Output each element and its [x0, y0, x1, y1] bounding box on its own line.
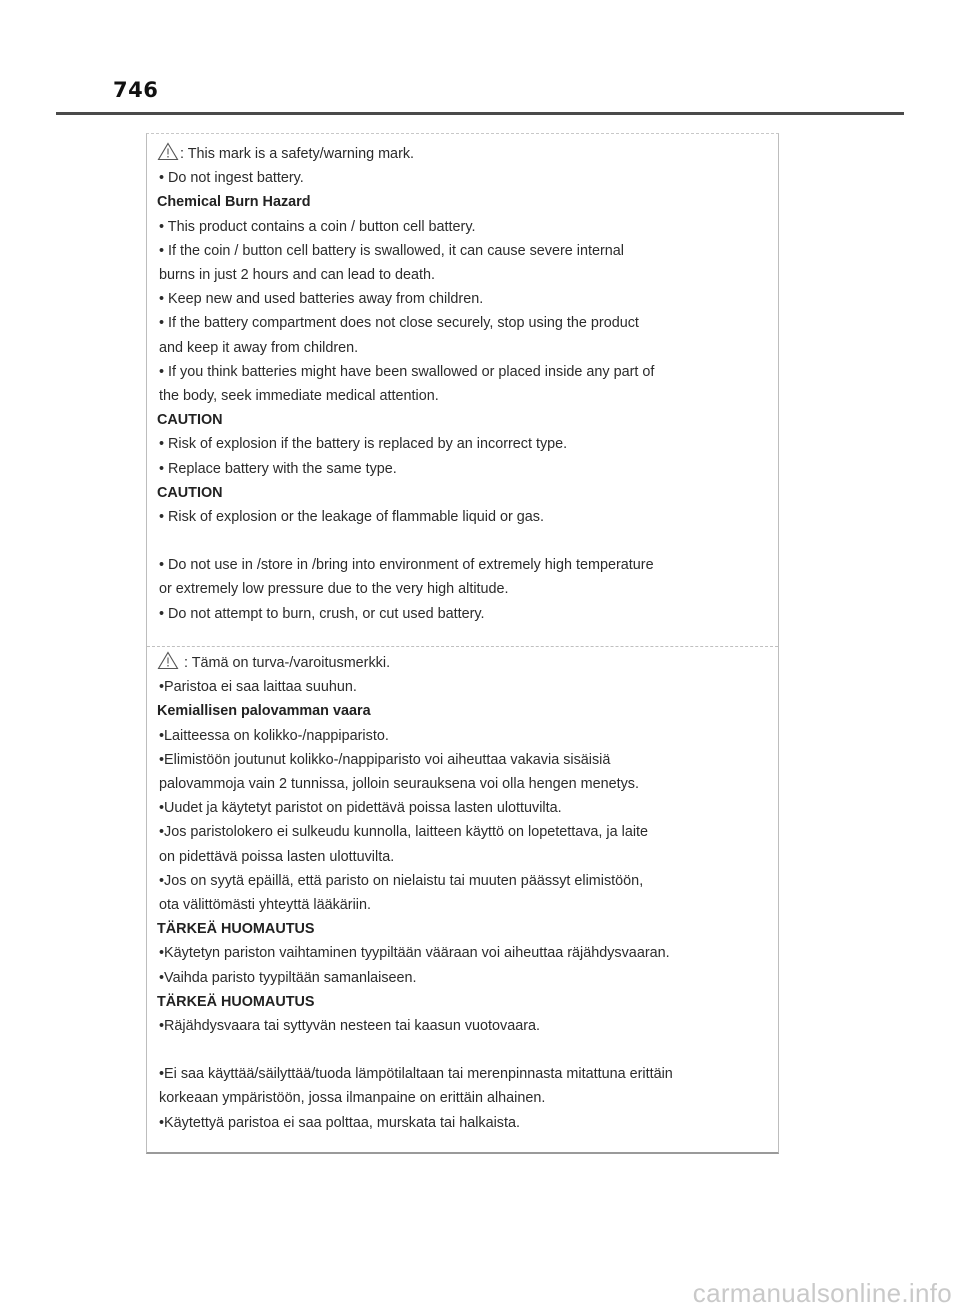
- text-line: • If the battery compartment does not close securely, stop using the product: [159, 315, 639, 332]
- battery-warning-box: [146, 133, 779, 1154]
- text-line: palovammoja vain 2 tunnissa, jolloin seurauksena voi olla hengen menetys.: [159, 776, 639, 793]
- text-line: •Vaihda paristo tyypiltään samanlaiseen.: [159, 969, 417, 986]
- text-line: • This product contains a coin / button cell battery.: [159, 218, 476, 235]
- text-line: korkeaan ympäristöön, jossa ilmanpaine on erittäin alhainen.: [159, 1090, 546, 1107]
- blank-line: [157, 1038, 772, 1062]
- english-section: [157, 142, 772, 626]
- finnish-intro-text: : Tämä on turva-/varoitusmerkki.: [180, 655, 391, 671]
- warning-triangle-icon: [157, 142, 179, 161]
- text-line: •Käytetyn pariston vaihtaminen tyypiltään vääraan voi aiheuttaa räjähdysvaaran.: [159, 945, 670, 962]
- text-line: •Paristoa ei saa laittaa suuhun.: [159, 679, 357, 696]
- section-heading: Kemiallisen palovamman vaara: [157, 703, 371, 720]
- section-heading: TÄRKEÄ HUOMAUTUS: [157, 921, 315, 938]
- text-line: •Jos on syytä epäillä, että paristo on nielaistu tai muuten päässyt elimistöön,: [159, 872, 644, 889]
- text-line: •Jos paristolokero ei sulkeudu kunnolla, laitteen käyttö on lopetettava, ja laite: [159, 824, 649, 841]
- english-intro-text: : This mark is a safety/warning mark.: [180, 146, 415, 162]
- warning-triangle-icon: [157, 651, 179, 670]
- text-line: •Uudet ja käytetyt paristot on pidettävä poissa lasten ulottuvilta.: [159, 800, 562, 817]
- section-heading: TÄRKEÄ HUOMAUTUS: [157, 993, 315, 1010]
- header-rule: [56, 112, 904, 115]
- text-line: • Replace battery with the same type.: [159, 460, 397, 477]
- text-line: • If the coin / button cell battery is swallowed, it can cause severe internal: [159, 242, 624, 259]
- text-line: and keep it away from children.: [159, 339, 359, 356]
- text-line: •Käytettyä paristoa ei saa polttaa, murskata tai halkaista.: [159, 1114, 520, 1131]
- section-divider: [147, 646, 778, 647]
- text-line: or extremely low pressure due to the very high altitude.: [159, 581, 509, 598]
- text-line: the body, seek immediate medical attention.: [159, 388, 439, 405]
- text-line: • Risk of explosion or the leakage of flammable liquid or gas.: [159, 509, 544, 526]
- text-line: on pidettävä poissa lasten ulottuvilta.: [159, 848, 395, 865]
- section-heading: CAUTION: [157, 412, 223, 429]
- watermark: carmanualsonline.info: [692, 1278, 952, 1308]
- section-heading: CAUTION: [157, 484, 223, 501]
- blank-line: [157, 529, 772, 553]
- text-line: • Risk of explosion if the battery is replaced by an incorrect type.: [159, 436, 568, 453]
- text-line: •Ei saa käyttää/säilyttää/tuoda lämpötilaltaan tai merenpinnasta mitattuna erittäin: [159, 1066, 673, 1083]
- text-line: burns in just 2 hours and can lead to death.: [159, 267, 436, 284]
- text-line: • Do not ingest battery.: [159, 170, 304, 187]
- english-intro-line: [157, 142, 772, 166]
- text-line: ota välittömästi yhteyttä lääkäriin.: [159, 897, 371, 914]
- text-line: •Elimistöön joutunut kolikko-/nappiparisto voi aiheuttaa vakavia sisäisiä: [159, 751, 611, 768]
- text-line: • Keep new and used batteries away from children.: [159, 291, 484, 308]
- section-heading: Chemical Burn Hazard: [157, 194, 311, 211]
- finnish-section: [157, 651, 772, 1135]
- text-line: •Laitteessa on kolikko-/nappiparisto.: [159, 727, 389, 744]
- finnish-lines: [157, 675, 772, 1135]
- text-line: •Räjähdysvaara tai syttyvän nesteen tai kaasun vuotovaara.: [159, 1018, 541, 1035]
- finnish-intro-line: [157, 651, 772, 675]
- text-line: • Do not use in /store in /bring into environment of extremely high temperature: [159, 557, 654, 574]
- english-lines: [157, 166, 772, 626]
- page-number: 746: [113, 78, 159, 102]
- text-line: • Do not attempt to burn, crush, or cut used battery.: [159, 605, 485, 622]
- text-line: • If you think batteries might have been swallowed or placed inside any part of: [159, 363, 655, 380]
